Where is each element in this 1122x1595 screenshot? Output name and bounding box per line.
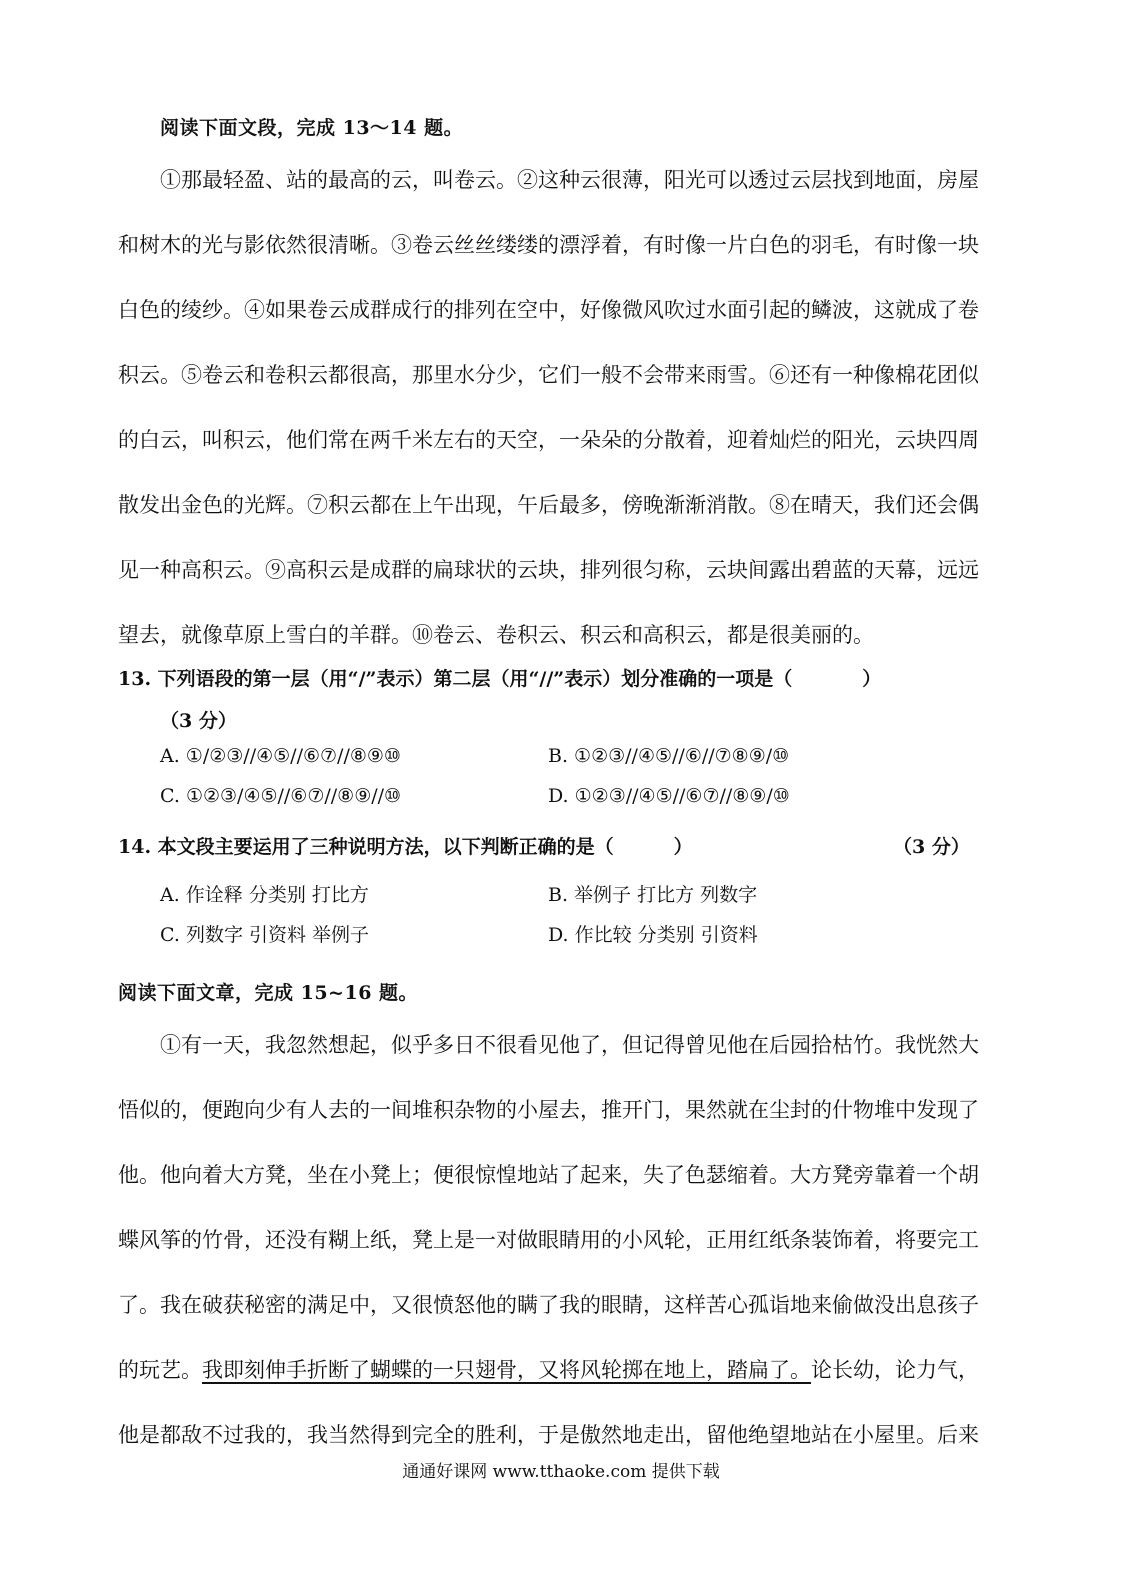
passage1-line: ①那最轻盈、站的最高的云，叫卷云。②这种云很薄，阳光可以透过云层找到地面，房屋 — [160, 168, 979, 192]
question-14-option-d: D. 作比较 分类别 引资料 — [548, 924, 758, 946]
passage2-line-end: 论长幼，论力气， — [811, 1358, 979, 1382]
passage1-text — [118, 148, 994, 668]
question-13-option-a: A. ①/②③//④⑤//⑥⑦//⑧⑨⑩ — [160, 745, 401, 767]
passage1-line: 积云。⑤卷云和卷积云都很高，那里水分少，它们一般不会带来雨雪。⑥还有一种像棉花团似 — [118, 363, 979, 387]
question-14-option-a: A. 作诠释 分类别 打比方 — [160, 884, 369, 906]
question-14-option-c: C. 列数字 引资料 举例子 — [160, 924, 370, 946]
passage2-line: 蝶风筝的竹骨，还没有糊上纸，凳上是一对做眼睛用的小风轮，正用红纸条装饰着，将要完工 — [118, 1228, 979, 1252]
passage2-line: 悟似的，便跑向少有人去的一间堆积杂物的小屋去，推开门，果然就在尘封的什物堆中发现了 — [118, 1098, 979, 1122]
passage2-text — [118, 1013, 994, 1468]
passage1-line: 的白云，叫积云，他们常在两千米左右的天空，一朵朵的分散着，迎着灿烂的阳光，云块四周 — [118, 428, 979, 452]
passage1-line: 和树木的光与影依然很清晰。③卷云丝丝缕缕的漂浮着，有时像一片白色的羽毛，有时像一块 — [118, 233, 979, 257]
passage2-line: 了。我在破获秘密的满足中，又很愤怒他的瞒了我的眼睛，这样苦心孤诣地来偷做没出息孩子 — [118, 1293, 979, 1317]
page-footer: 通通好课网 www.tthaoke.com 提供下载 — [402, 1462, 720, 1482]
passage1-line: 望去，就像草原上雪白的羊群。⑩卷云、卷积云、积云和高积云，都是很美丽的。 — [118, 623, 874, 647]
question-14-option-b: B. 举例子 打比方 列数字 — [548, 884, 758, 906]
question-13-score: （3 分） — [160, 710, 237, 732]
passage2-line: 他是都敌不过我的，我当然得到完全的胜利，于是傲然地走出，留他绝望地站在小屋里。后来 — [118, 1423, 979, 1447]
passage2-heading: 阅读下面文章，完成 15~16 题。 — [118, 982, 419, 1004]
question-14-stem — [118, 832, 693, 859]
passage1-line: 散发出金色的光辉。⑦积云都在上午出现，午后最多，傍晚渐渐消散。⑧在晴天，我们还会偶 — [118, 493, 979, 517]
question-14-score: （3 分） — [893, 836, 970, 858]
question-13-close-paren: ） — [862, 668, 882, 690]
question-13-stem — [118, 664, 881, 691]
question-13-option-c: C. ①②③/④⑤//⑥⑦//⑧⑨//⑩ — [160, 785, 402, 807]
passage1-line: 见一种高积云。⑨高积云是成群的扁球状的云块，排列很匀称，云块间露出碧蓝的天幕，远远 — [118, 558, 979, 582]
passage1-line: 白色的绫纱。④如果卷云成群成行的排列在空中，好像微风吹过水面引起的鳞波，这就成了卷 — [118, 298, 979, 322]
passage2-line — [118, 1338, 994, 1403]
question-14-text: 14. 本文段主要运用了三种说明方法，以下判断正确的是（ — [118, 836, 614, 858]
question-13-option-b: B. ①②③//④⑤//⑥//⑦⑧⑨/⑩ — [548, 745, 790, 767]
question-13-option-d: D. ①②③//④⑤//⑥⑦//⑧⑨/⑩ — [548, 785, 790, 807]
passage2-line-start: 的玩艺。 — [118, 1358, 202, 1382]
question-14-close-paren: ） — [673, 836, 693, 858]
underlined-sentence: 我即刻伸手折断了蝴蝶的一只翅骨，又将风轮掷在地上，踏扁了。 — [202, 1358, 811, 1382]
passage1-heading: 阅读下面文段，完成 13～14 题。 — [160, 117, 464, 139]
passage2-line: ①有一天，我忽然想起，似乎多日不很看见他了，但记得曾见他在后园拾枯竹。我恍然大 — [160, 1033, 979, 1057]
passage2-line: 他。他向着大方凳，坐在小凳上；便很惊惶地站了起来，失了色瑟缩着。大方凳旁靠着一个胡 — [118, 1163, 979, 1187]
question-13-text: 13. 下列语段的第一层（用“/”表示）第二层（用“//”表示）划分准确的一项是（ — [118, 668, 793, 690]
